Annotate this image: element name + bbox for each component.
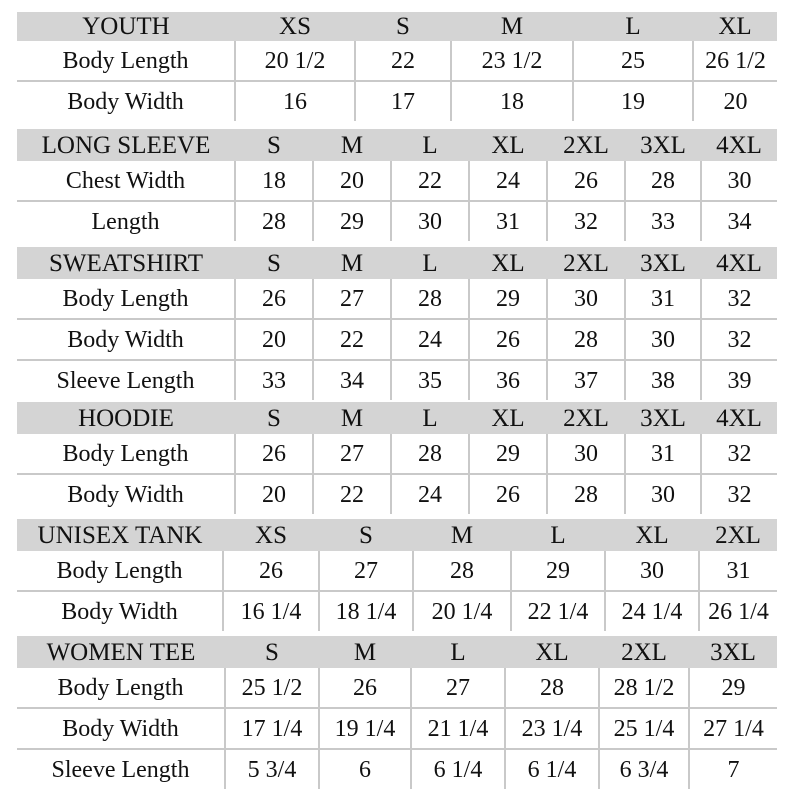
- youth-table: [17, 12, 777, 121]
- measurement-cell: 26: [223, 551, 319, 591]
- measurement-cell: 29: [469, 279, 547, 319]
- measurement-cell: 23 1/4: [505, 708, 599, 749]
- size-header-2xl: 2XL: [599, 636, 689, 668]
- measurement-cell: 26: [469, 319, 547, 360]
- measurement-cell: 27 1/4: [689, 708, 777, 749]
- measurement-cell: 32: [727, 481, 752, 508]
- youth-section: [17, 12, 777, 121]
- measurement-cell: 30: [625, 319, 701, 360]
- hoodie-section: [17, 402, 777, 514]
- table-row: [17, 81, 777, 121]
- measurement-cell: 30: [605, 551, 699, 591]
- women-tee-section: [17, 636, 777, 789]
- unisex-tank-table: [17, 519, 777, 631]
- measurement-cell: 32: [701, 279, 777, 319]
- row-label: Body Width: [17, 591, 223, 631]
- measurement-cell: 29: [469, 434, 547, 474]
- section-header-row: [17, 636, 777, 668]
- measurement-cell: 17 1/4: [225, 708, 319, 749]
- measurement-cell: 17: [355, 81, 451, 121]
- section-header-row: [17, 12, 777, 41]
- row-label: Body Width: [17, 708, 225, 749]
- table-row: [17, 434, 777, 474]
- measurement-cell: 31: [469, 201, 547, 241]
- measurement-cell: 16: [235, 81, 355, 121]
- size-header-m: M: [451, 12, 573, 41]
- measurement-cell: 27: [313, 279, 391, 319]
- size-header-xl: XL: [693, 12, 777, 41]
- size-header-2xl: 2XL: [547, 247, 625, 279]
- measurement-cell: 20: [723, 88, 748, 115]
- size-header-3xl: 3XL: [625, 129, 701, 161]
- measurement-cell: 32: [701, 319, 777, 360]
- size-header-2xl: 2XL: [547, 402, 625, 434]
- measurement-cell: 20 1/2: [235, 41, 355, 81]
- row-label: Body Length: [17, 551, 223, 591]
- measurement-cell: 22: [355, 41, 451, 81]
- measurement-cell: 27: [319, 551, 413, 591]
- measurement-cell: 22 1/4: [511, 591, 605, 631]
- measurement-cell: 20: [235, 319, 313, 360]
- size-header-2xl: 2XL: [699, 519, 777, 551]
- row-label: Body Width: [17, 81, 235, 121]
- measurement-cell: 38: [625, 360, 701, 400]
- section-title: WOMEN TEE: [17, 636, 225, 668]
- measurement-cell: 28: [547, 319, 625, 360]
- row-label: Body Length: [17, 41, 235, 81]
- measurement-cell: 22: [391, 161, 469, 201]
- size-header-m: M: [413, 519, 511, 551]
- measurement-cell: 22: [313, 474, 391, 514]
- measurement-cell: 26: [547, 161, 625, 201]
- measurement-cell: 30: [547, 434, 625, 474]
- table-row: [17, 668, 777, 708]
- row-label: Body Width: [17, 474, 235, 514]
- measurement-cell: 37: [547, 360, 625, 400]
- measurement-cell: 20: [235, 474, 313, 514]
- size-header-xl: XL: [469, 402, 547, 434]
- row-label: Body Width: [17, 319, 235, 360]
- measurement-cell: 30: [701, 161, 777, 201]
- measurement-cell: 28: [391, 434, 469, 474]
- section-title: HOODIE: [17, 402, 235, 434]
- measurement-cell: 7: [727, 756, 740, 783]
- measurement-cell: 20 1/4: [413, 591, 511, 631]
- measurement-cell: 39: [727, 367, 752, 394]
- section-header-row: [17, 519, 777, 551]
- measurement-cell: 33: [235, 360, 313, 400]
- size-header-m: M: [313, 129, 391, 161]
- size-header-l: L: [411, 636, 505, 668]
- measurement-cell: 26 1/2: [693, 41, 777, 81]
- measurement-cell: 18 1/4: [319, 591, 413, 631]
- measurement-cell: 34: [313, 360, 391, 400]
- section-header-row: [17, 247, 777, 279]
- sweatshirt-table: [17, 247, 777, 400]
- table-row: [17, 360, 777, 400]
- measurement-cell: 5 3/4: [225, 749, 319, 789]
- table-row: [17, 749, 777, 789]
- size-header-s: S: [355, 12, 451, 41]
- measurement-cell: 31: [625, 434, 701, 474]
- measurement-cell: 31: [699, 551, 777, 591]
- measurement-cell: 30: [391, 201, 469, 241]
- size-header-l: L: [573, 12, 693, 41]
- row-label: Sleeve Length: [17, 749, 225, 789]
- size-header-xs: XS: [235, 12, 355, 41]
- measurement-cell: 19: [573, 81, 693, 121]
- size-header-s: S: [235, 129, 313, 161]
- size-header-4xl: 4XL: [701, 129, 777, 161]
- section-title: LONG SLEEVE: [17, 129, 235, 161]
- size-header-xl: XL: [505, 636, 599, 668]
- measurement-cell: 6: [319, 749, 411, 789]
- measurement-cell: 19 1/4: [319, 708, 411, 749]
- measurement-cell: 18: [451, 81, 573, 121]
- measurement-cell: 27: [313, 434, 391, 474]
- size-header-s: S: [225, 636, 319, 668]
- measurement-cell: 18: [235, 161, 313, 201]
- size-header-l: L: [511, 519, 605, 551]
- row-label: Chest Width: [17, 161, 235, 201]
- measurement-cell: 6 3/4: [599, 749, 689, 789]
- hoodie-table: [17, 402, 777, 514]
- measurement-cell: 16 1/4: [223, 591, 319, 631]
- measurement-cell: 29: [689, 668, 777, 708]
- measurement-cell: 28: [235, 201, 313, 241]
- size-header-m: M: [319, 636, 411, 668]
- size-header-s: S: [319, 519, 413, 551]
- measurement-cell: 35: [391, 360, 469, 400]
- measurement-cell: 22: [313, 319, 391, 360]
- section-title: SWEATSHIRT: [17, 247, 235, 279]
- section-title: YOUTH: [17, 12, 235, 41]
- measurement-cell: 26: [235, 279, 313, 319]
- size-header-l: L: [391, 402, 469, 434]
- measurement-cell: 26: [319, 668, 411, 708]
- table-row: [17, 41, 777, 81]
- measurement-cell: 34: [727, 208, 752, 235]
- measurement-cell: 29: [313, 201, 391, 241]
- measurement-cell: 23 1/2: [451, 41, 573, 81]
- table-row: [17, 591, 777, 631]
- measurement-cell: 20: [313, 161, 391, 201]
- table-row: [17, 474, 777, 514]
- measurement-cell: 36: [469, 360, 547, 400]
- measurement-cell: 29: [511, 551, 605, 591]
- size-header-l: L: [391, 129, 469, 161]
- measurement-cell: 27: [411, 668, 505, 708]
- table-row: [17, 279, 777, 319]
- measurement-cell: 24: [391, 474, 469, 514]
- measurement-cell: 24: [469, 161, 547, 201]
- measurement-cell: 28: [505, 668, 599, 708]
- women-tee-table: [17, 636, 777, 789]
- row-label: Length: [17, 201, 235, 241]
- size-header-xl: XL: [469, 129, 547, 161]
- measurement-cell: 32: [547, 201, 625, 241]
- measurement-cell: 32: [701, 434, 777, 474]
- size-header-m: M: [313, 402, 391, 434]
- measurement-cell: 28: [625, 161, 701, 201]
- measurement-cell: 24 1/4: [605, 591, 699, 631]
- size-header-4xl: 4XL: [701, 247, 777, 279]
- measurement-cell: 6 1/4: [505, 749, 599, 789]
- measurement-cell: 26 1/4: [708, 598, 769, 625]
- row-label: Body Length: [17, 279, 235, 319]
- measurement-cell: 28: [391, 279, 469, 319]
- measurement-cell: 28: [547, 474, 625, 514]
- sweatshirt-section: [17, 247, 777, 400]
- measurement-cell: 26: [469, 474, 547, 514]
- measurement-cell: 25: [573, 41, 693, 81]
- row-label: Body Length: [17, 668, 225, 708]
- row-label: Body Length: [17, 434, 235, 474]
- long-sleeve-section: [17, 129, 777, 241]
- size-header-2xl: 2XL: [547, 129, 625, 161]
- size-header-xl: XL: [605, 519, 699, 551]
- size-header-s: S: [235, 247, 313, 279]
- table-row: [17, 201, 777, 241]
- table-row: [17, 319, 777, 360]
- size-header-4xl: 4XL: [701, 402, 777, 434]
- measurement-cell: 26: [235, 434, 313, 474]
- measurement-cell: 28: [413, 551, 511, 591]
- size-header-xl: XL: [469, 247, 547, 279]
- size-header-m: M: [313, 247, 391, 279]
- measurement-cell: 21 1/4: [411, 708, 505, 749]
- size-header-3xl: 3XL: [689, 636, 777, 668]
- long-sleeve-table: [17, 129, 777, 241]
- measurement-cell: 24: [391, 319, 469, 360]
- measurement-cell: 33: [625, 201, 701, 241]
- size-header-3xl: 3XL: [625, 247, 701, 279]
- size-header-s: S: [235, 402, 313, 434]
- measurement-cell: 25 1/4: [599, 708, 689, 749]
- unisex-tank-section: [17, 519, 777, 631]
- measurement-cell: 6 1/4: [411, 749, 505, 789]
- section-header-row: [17, 402, 777, 434]
- measurement-cell: 30: [547, 279, 625, 319]
- measurement-cell: 25 1/2: [225, 668, 319, 708]
- table-row: [17, 551, 777, 591]
- table-row: [17, 161, 777, 201]
- size-header-3xl: 3XL: [625, 402, 701, 434]
- measurement-cell: 31: [625, 279, 701, 319]
- measurement-cell: 28 1/2: [599, 668, 689, 708]
- size-header-l: L: [391, 247, 469, 279]
- size-header-xs: XS: [223, 519, 319, 551]
- measurement-cell: 30: [625, 474, 701, 514]
- row-label: Sleeve Length: [17, 360, 235, 400]
- section-header-row: [17, 129, 777, 161]
- section-title: UNISEX TANK: [17, 519, 223, 551]
- table-row: [17, 708, 777, 749]
